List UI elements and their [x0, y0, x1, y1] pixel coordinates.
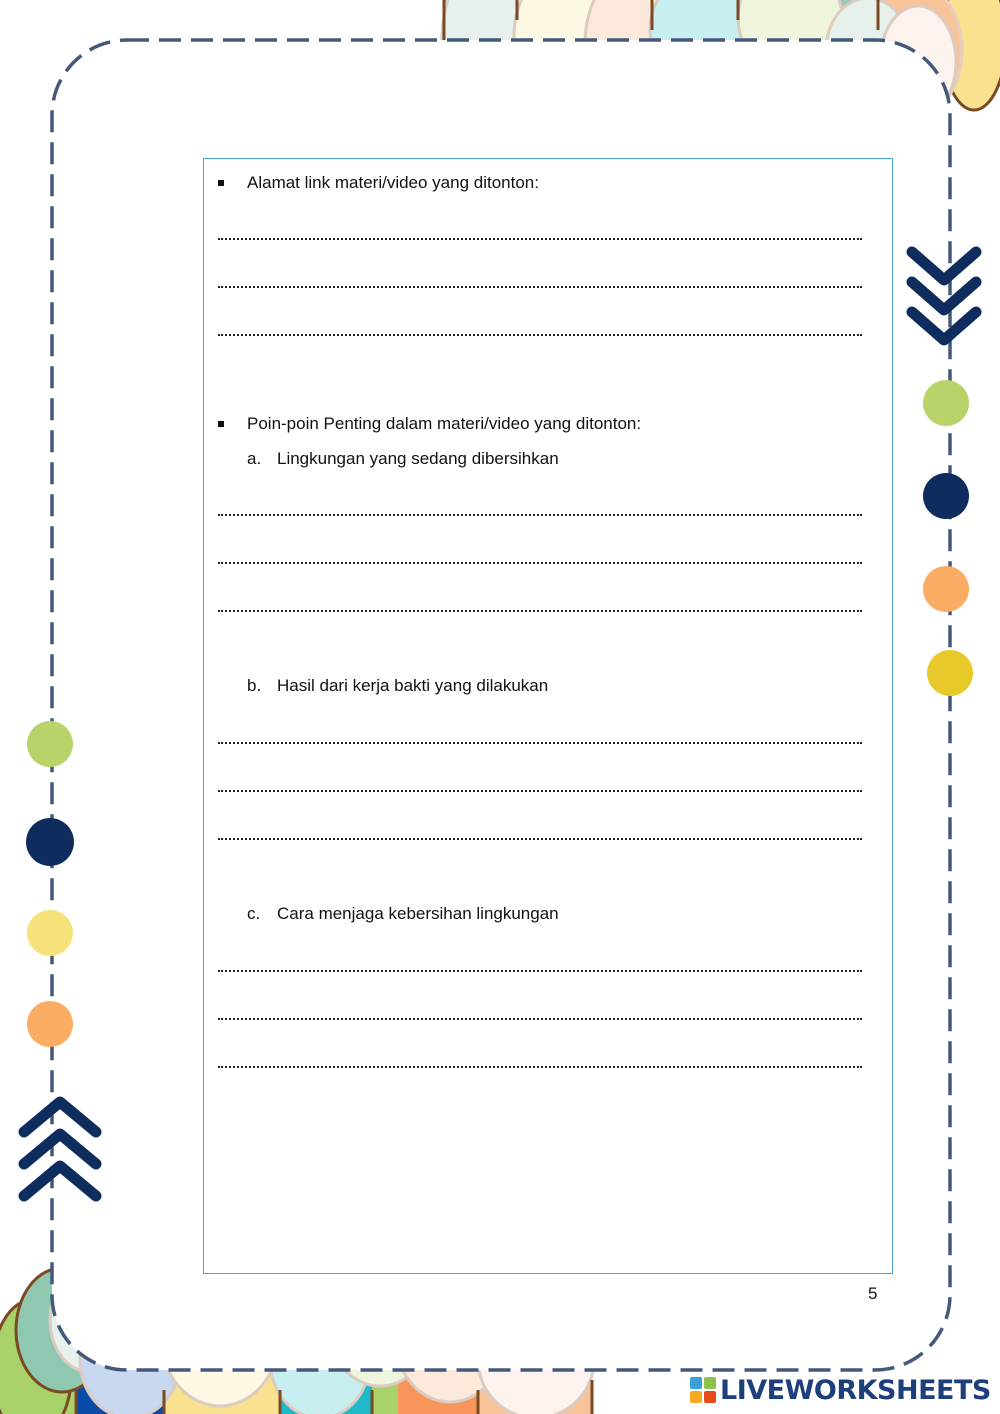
bullet-q1-icon: [218, 180, 224, 186]
question-1-label: Alamat link materi/video yang ditonton:: [247, 173, 539, 192]
subitem-b-letter: b.: [247, 676, 262, 695]
right-dot-lime: [923, 380, 969, 426]
answer-b-line-3[interactable]: [218, 820, 862, 840]
answer-q1-line-2[interactable]: [218, 268, 862, 288]
left-dot-orange: [27, 1001, 73, 1047]
right-dot-orange: [923, 566, 969, 612]
question-2-label: Poin-poin Penting dalam materi/video yang ditonton:: [247, 414, 642, 433]
right-dot-navy: [923, 473, 969, 519]
subitem-a-text: Lingkungan yang sedang dibersihkan: [277, 449, 559, 468]
answer-c-line-1[interactable]: [218, 952, 862, 972]
answer-c-line-2[interactable]: [218, 1000, 862, 1020]
answer-a-line-1[interactable]: [218, 496, 862, 516]
left-dot-lime: [27, 721, 73, 767]
subitem-c-letter: c.: [247, 904, 261, 923]
subitem-a-letter: a.: [247, 449, 262, 468]
answer-b-line-1[interactable]: [218, 724, 862, 744]
subitem-c-text: Cara menjaga kebersihan lingkungan: [277, 904, 559, 923]
answer-q1-line-1[interactable]: [218, 220, 862, 240]
brand-name: LIVEWORKSHEETS: [720, 1374, 991, 1406]
liveworksheets-logo-icon: [690, 1377, 716, 1403]
page-number: 5: [868, 1284, 878, 1303]
answer-a-line-3[interactable]: [218, 592, 862, 612]
bullet-q2-icon: [218, 421, 224, 427]
subitem-b-text: Hasil dari kerja bakti yang dilakukan: [277, 676, 549, 695]
liveworksheets-branding: [690, 1374, 991, 1406]
left-dot-navy: [26, 818, 74, 866]
answer-a-line-2[interactable]: [218, 544, 862, 564]
answer-c-line-3[interactable]: [218, 1048, 862, 1068]
right-dot-mustard: [927, 650, 973, 696]
left-dot-yellow: [27, 910, 73, 956]
answer-b-line-2[interactable]: [218, 772, 862, 792]
answer-q1-line-3[interactable]: [218, 316, 862, 336]
